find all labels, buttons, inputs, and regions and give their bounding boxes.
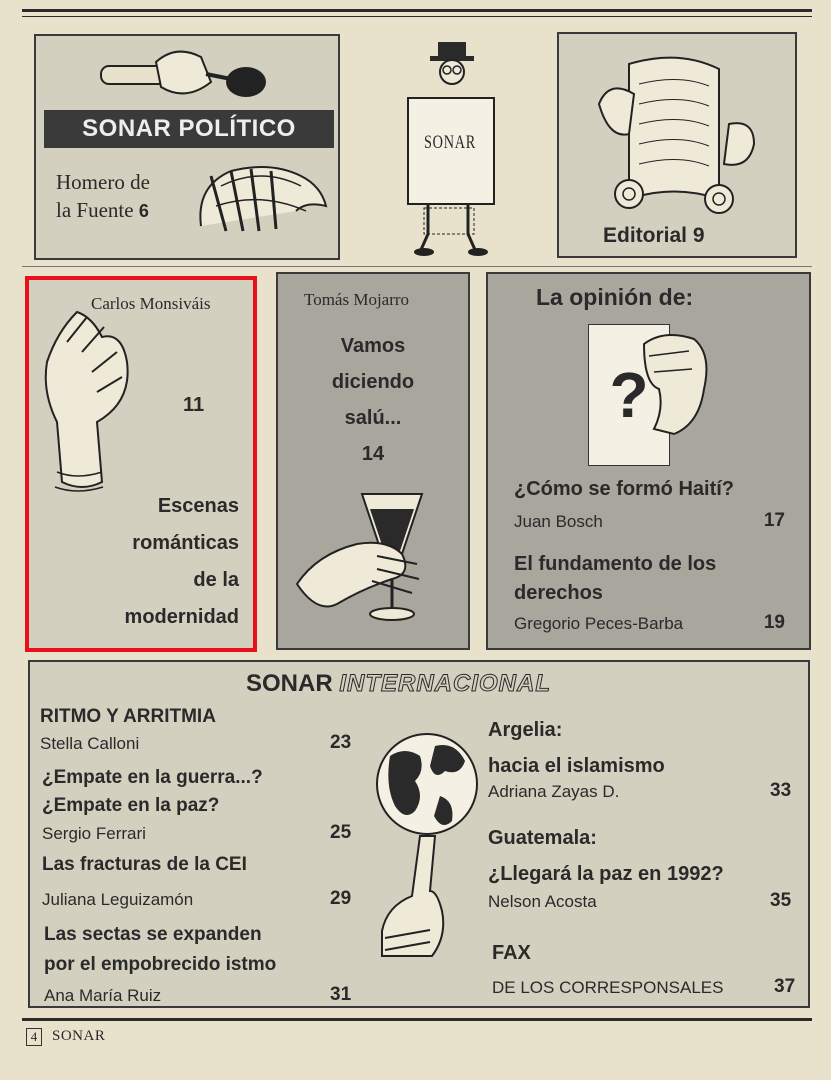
article-guatemala-title-line-1: Guatemala: <box>488 827 597 849</box>
monsivais-panel[interactable] <box>25 276 257 652</box>
top-rule-thin <box>22 16 812 17</box>
article-sectas-title-line-2: por el empobrecido istmo <box>44 954 277 975</box>
clasped-hands-icon <box>37 302 137 522</box>
question-mark-icon: ? <box>609 359 649 431</box>
opinion-item1-page: 17 <box>763 510 785 531</box>
article-empate-title <box>42 764 263 820</box>
opinion-heading: La opinión de: <box>536 284 694 310</box>
mojarro-title-line-1: Vamos <box>340 335 406 357</box>
article-argelia-title-line-1: Argelia: <box>488 719 563 741</box>
middle-row-top-rule <box>22 266 812 267</box>
mojarro-title-line-3: salú... <box>344 407 402 429</box>
opinion-item1-author: Juan Bosch <box>514 512 603 531</box>
article-guatemala-author: Nelson Acosta <box>488 892 597 911</box>
globe-on-finger-icon <box>370 726 480 966</box>
article-fax-subtitle: DE LOS CORRESPONSALES <box>492 978 724 997</box>
scroll-with-hands-icon <box>589 44 759 214</box>
article-guatemala-title-line-2: ¿Llegará la paz en 1992? <box>488 863 724 885</box>
article-sectas-page: 31 <box>330 984 352 1005</box>
mojarro-author: Tomás Mojarro <box>304 290 410 309</box>
article-ritmo-page: 23 <box>330 732 352 753</box>
top-rule <box>22 9 812 12</box>
article-argelia-page: 33 <box>770 780 792 801</box>
article-cei-author: Juliana Leguizamón <box>42 890 194 909</box>
internacional-heading-plain: SONAR <box>246 670 333 697</box>
hand-holding-microphone-icon <box>96 44 276 114</box>
sonar-politico-panel[interactable] <box>34 34 340 260</box>
hand-holding-wine-glass-icon <box>292 484 442 634</box>
editorial-label <box>603 224 705 248</box>
opinion-panel[interactable] <box>486 272 811 650</box>
opinion-item1-title: ¿Cómo se formó Haití? <box>514 478 735 500</box>
opinion-item2-title-line-1: El fundamento de los <box>514 553 717 575</box>
hand-holding-card-icon <box>634 324 714 444</box>
politico-author-text: la Fuente <box>56 198 134 222</box>
internacional-heading-outline: INTERNACIONAL <box>339 670 551 697</box>
article-argelia-title-line-2: hacia el islamismo <box>488 755 665 777</box>
article-ritmo-author: Stella Calloni <box>40 734 140 753</box>
monsivais-author: Carlos Monsiváis <box>91 294 211 313</box>
opinion-item2-page: 19 <box>763 612 785 633</box>
monsivais-page-number: 11 <box>183 394 205 416</box>
article-guatemala-title <box>488 820 724 892</box>
article-empate-title-line-1: ¿Empate en la guerra...? <box>42 767 263 788</box>
mojarro-page-number: 14 <box>361 443 385 465</box>
politico-author-line2 <box>56 198 149 223</box>
mojarro-title <box>278 328 468 472</box>
article-argelia-author: Adriana Zayas D. <box>488 782 620 801</box>
politico-page-number: 6 <box>138 201 149 221</box>
sonar-politico-banner: SONAR POLÍTICO <box>44 110 334 148</box>
article-guatemala-page: 35 <box>770 890 792 911</box>
politico-author-line1: Homero de <box>56 170 150 194</box>
mascot-sign-text: SONAR <box>424 132 477 153</box>
article-fax-title: FAX <box>492 942 531 964</box>
mojarro-title-line-2: diciendo <box>331 371 415 393</box>
monsivais-title-line-4: modernidad <box>124 606 239 628</box>
article-sectas-title <box>44 920 276 980</box>
footer-page-box: 4 <box>26 1028 42 1046</box>
bottom-rule <box>22 1018 812 1021</box>
monsivais-title <box>125 488 239 636</box>
editorial-page-number: 9 <box>692 224 705 247</box>
article-sectas-title-line-1: Las sectas se expanden <box>44 924 262 945</box>
opinion-item2-author: Gregorio Peces-Barba <box>514 614 684 633</box>
article-empate-author: Sergio Ferrari <box>42 824 146 843</box>
monsivais-title-line-2: románticas <box>132 532 239 554</box>
footer-magazine-name: SONAR <box>52 1028 106 1044</box>
opinion-item2-title-line-2: derechos <box>514 582 603 604</box>
internacional-heading <box>246 670 551 698</box>
article-argelia-title <box>488 712 665 784</box>
opinion-item2-title <box>514 550 716 608</box>
article-empate-page: 25 <box>330 822 352 843</box>
mojarro-panel[interactable] <box>276 272 470 650</box>
article-sectas-author: Ana María Ruiz <box>44 986 162 1005</box>
editorial-label-text: Editorial <box>603 224 688 247</box>
article-fax-page: 37 <box>774 976 796 997</box>
article-empate-title-line-2: ¿Empate en la paz? <box>42 795 220 816</box>
tied-hands-icon <box>191 156 331 244</box>
editorial-panel[interactable] <box>557 32 797 258</box>
internacional-panel[interactable] <box>28 660 810 1008</box>
monsivais-title-line-3: de la <box>193 569 239 591</box>
article-cei-title: Las fracturas de la CEI <box>42 854 247 875</box>
monsivais-title-line-1: Escenas <box>157 495 239 517</box>
article-ritmo-title: RITMO Y ARRITMIA <box>40 706 216 727</box>
article-cei-page: 29 <box>330 888 352 909</box>
